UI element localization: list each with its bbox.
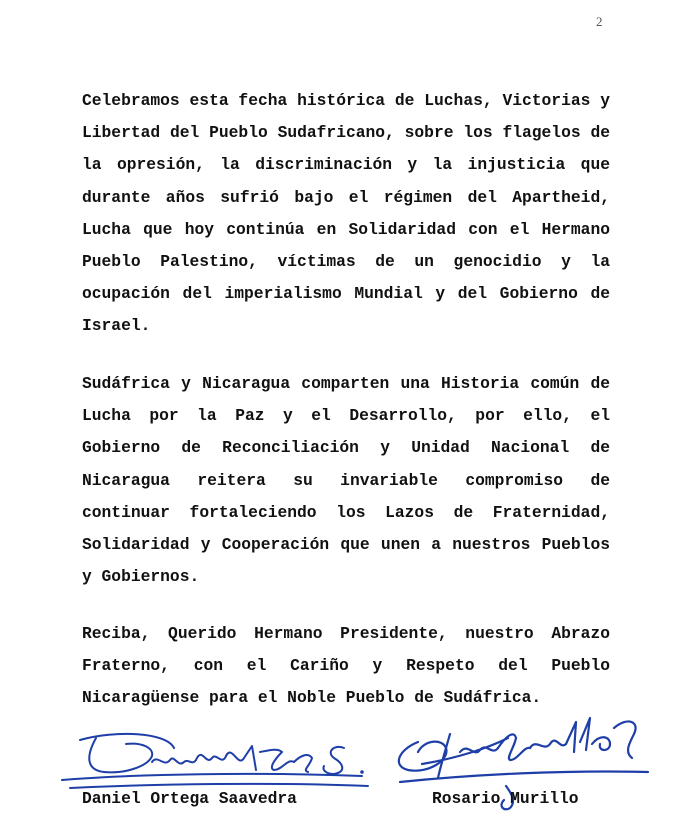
signatory-name-ortega: Daniel Ortega Saavedra	[82, 789, 297, 808]
paragraph-cooperation: Sudáfrica y Nicaragua comparten una Historia común de Lucha por la Paz y el Desarrollo, por ello, el Gobierno de Reconciliación y Unidad Nacional de Nicaragua reitera su invariable compromiso de continuar fortaleciendo los Lazos de Fraternidad, Solidaridad y Cooperación que unen a nuestros Pueblos y Gobiernos.	[82, 374, 610, 587]
page-number: 2	[596, 14, 603, 29]
signatory-name-murillo: Rosario Murillo	[432, 789, 579, 808]
paragraph-closing: Reciba, Querido Hermano Presidente, nuestro Abrazo Fraterno, con el Cariño y Respeto del Pueblo Nicaragüense para el Noble Pueblo de Sudáfrica.	[82, 624, 610, 708]
paragraph-celebration: Celebramos esta fecha histórica de Luchas, Victorias y Libertad del Pueblo Sudafricano, sobre los flagelos de la opresión, la discriminación y la injusticia que durante años sufrió bajo el régimen del Apartheid, Lucha que hoy continúa en Solidaridad con el Hermano Pueblo Palestino, víctimas de un genocidio y la ocupación del imperialismo Mundial y del Gobierno de Israel.	[82, 91, 610, 336]
